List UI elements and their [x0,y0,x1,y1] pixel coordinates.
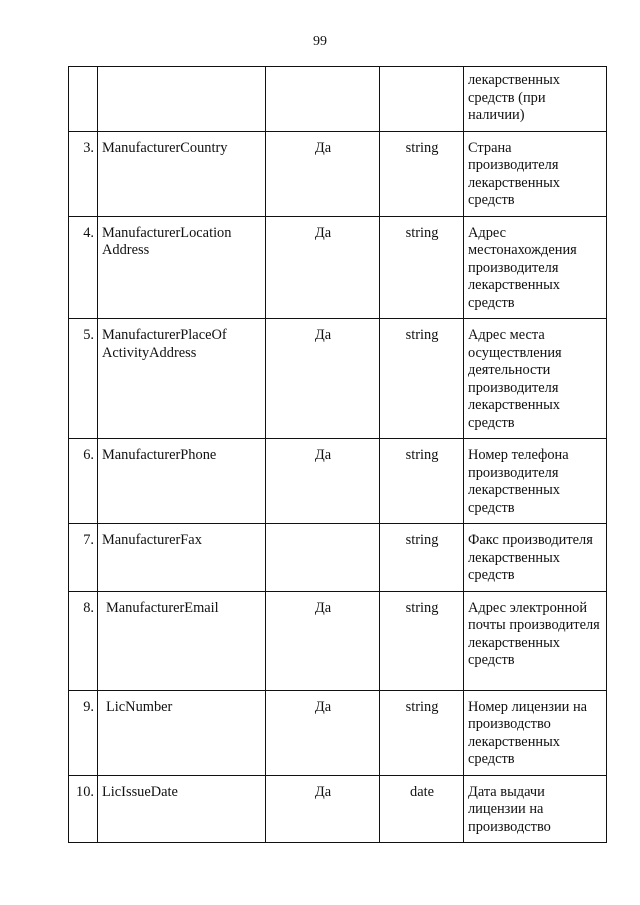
required-cell: Да [266,319,380,439]
description-cell: Адрес электронной почты производителя лекарственных средств [464,591,607,690]
type-cell: string [380,591,464,690]
field-spec-table [68,66,607,843]
required-cell: Да [266,439,380,524]
table-row [69,524,607,592]
required-cell: Да [266,591,380,690]
type-cell: string [380,439,464,524]
type-cell: date [380,775,464,843]
required-cell: Да [266,690,380,775]
row-number-cell [69,67,98,132]
field-name-cell [98,67,266,132]
description-cell: Дата выдачи лицензии на производство [464,775,607,843]
description-cell: Номер телефона производителя лекарственных средств [464,439,607,524]
table-row [69,216,607,319]
type-cell: string [380,690,464,775]
field-name-cell: ManufacturerLocation Address [98,216,266,319]
field-name-cell: ManufacturerPlaceOf ActivityAddress [98,319,266,439]
row-number-cell: 6. [69,439,98,524]
table-row [69,439,607,524]
table-row [69,319,607,439]
type-cell: string [380,524,464,592]
field-name-cell: ManufacturerFax [98,524,266,592]
row-number-cell: 7. [69,524,98,592]
required-cell [266,67,380,132]
required-cell: Да [266,775,380,843]
description-cell: Факс производителя лекарственных средств [464,524,607,592]
field-name-cell: ManufacturerEmail [98,591,266,690]
type-cell: string [380,131,464,216]
required-cell: Да [266,216,380,319]
description-cell: Номер лицензии на производство лекарственных средств [464,690,607,775]
field-name-cell: LicNumber [98,690,266,775]
row-number-cell: 3. [69,131,98,216]
required-cell: Да [266,131,380,216]
type-cell: string [380,216,464,319]
type-cell: string [380,319,464,439]
field-name-cell: ManufacturerPhone [98,439,266,524]
description-cell: Адрес местонахождения производителя лекарственных средств [464,216,607,319]
required-cell [266,524,380,592]
row-number-cell: 9. [69,690,98,775]
row-number-cell: 8. [69,591,98,690]
row-number-cell: 4. [69,216,98,319]
table-row [69,591,607,690]
field-name-cell: ManufacturerCountry [98,131,266,216]
table-row-continuation [69,67,607,132]
table-row [69,131,607,216]
field-name-cell: LicIssueDate [98,775,266,843]
row-number-cell: 5. [69,319,98,439]
table-row [69,775,607,843]
description-cell: лекарственных средств (при наличии) [464,67,607,132]
row-number-cell: 10. [69,775,98,843]
type-cell [380,67,464,132]
description-cell: Адрес места осуществления деятельности производителя лекарственных средств [464,319,607,439]
page-number: 99 [313,34,327,49]
description-cell: Страна производителя лекарственных средств [464,131,607,216]
table-row [69,690,607,775]
